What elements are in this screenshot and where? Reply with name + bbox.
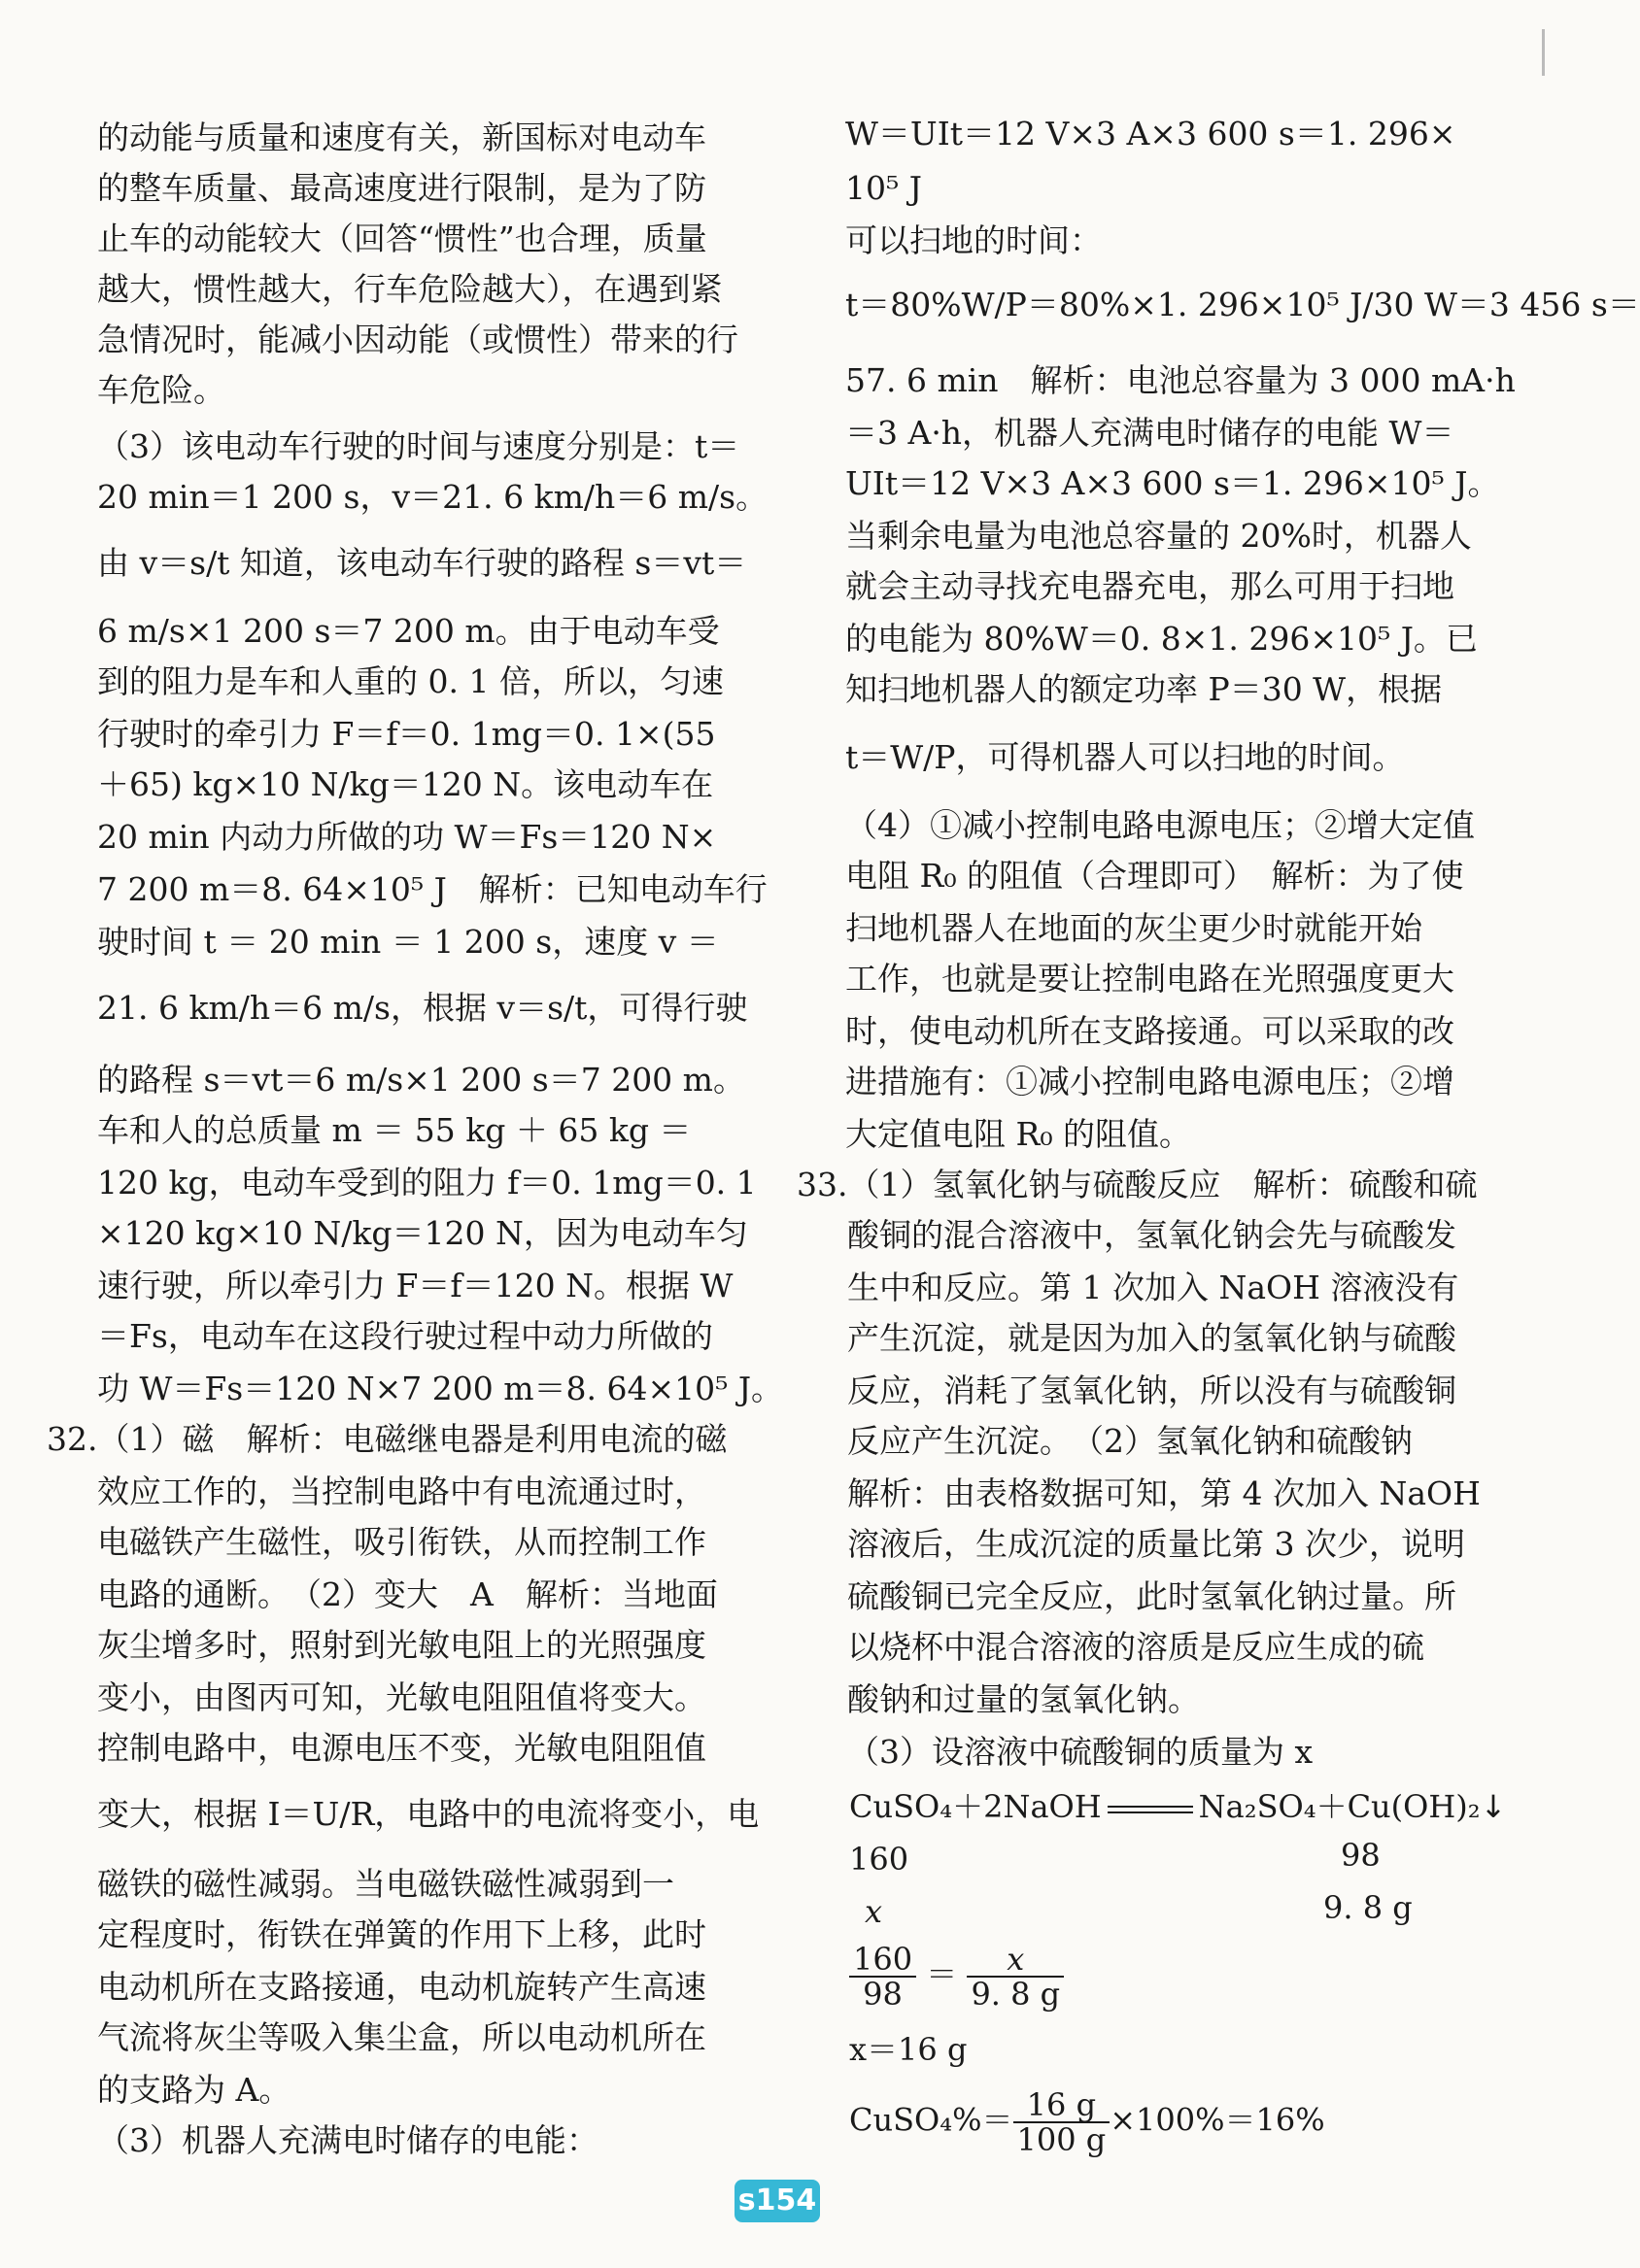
text-line: 到的阻力是车和人重的 0. 1 倍，所以，匀速 (97, 662, 724, 700)
text-line: 产生沉淀，就是因为加入的氢氧化钠与硫酸 (847, 1319, 1456, 1357)
fraction: $\frac{x}{9. 8 g}$ (967, 1943, 1064, 2011)
text-line: 行驶时的牵引力 F＝f＝0. 1mg＝0. 1×(55 (97, 715, 716, 753)
chemical-equation (849, 1787, 1506, 1826)
text-line: 7 200 m＝8. 64×10⁵ J 解析：已知电动车行 (97, 870, 768, 908)
text-line: 扫地机器人在地面的灰尘更少时就能开始 (845, 909, 1422, 947)
text-line: 电磁铁产生磁性，吸引衔铁，从而控制工作 (97, 1523, 706, 1561)
result-x: x＝16 g (849, 2031, 968, 2068)
text-line: 以烧杯中混合溶液的溶质是反应生成的硫 (847, 1628, 1424, 1666)
text-line: 由 v＝s/t 知道，该电动车行驶的路程 s＝vt＝ (97, 544, 747, 582)
ratio-equation: $\frac{160}{98}$ ＝ $\frac{x}{9. 8 g}$ (849, 1943, 1064, 2020)
text-line: （3）该电动车行驶的时间与速度分别是：t＝ (97, 427, 740, 465)
text-line: 解析：由表格数据可知，第 4 次加入 NaOH (847, 1474, 1481, 1512)
text-line: 当剩余电量为电池总容量的 20%时，机器人 (845, 517, 1472, 555)
text-line: t＝W/P，可得机器人可以扫地的时间。 (845, 738, 1405, 776)
text-line: 知扫地机器人的额定功率 P＝30 W，根据 (845, 670, 1443, 708)
text-line: 时，使电动机所在支路接通。可以采取的改 (845, 1012, 1454, 1050)
text-line: 电阻 R₀ 的阻值（合理即可） 解析：为了使 (845, 857, 1464, 895)
text-line: 20 min＝1 200 s，v＝21. 6 km/h＝6 m/s。 (97, 478, 769, 516)
text-line: 灰尘增多时，照射到光敏电阻上的光照强度 (97, 1626, 706, 1664)
text-line: 20 min 内动力所做的功 W＝Fs＝120 N× (97, 818, 717, 856)
text-line: 120 kg，电动车受到的阻力 f＝0. 1mg＝0. 1 (97, 1164, 757, 1202)
molar-mass-1: 160 (849, 1841, 909, 1878)
text-line: ＝3 A·h，机器人充满电时储存的电能 W＝ (845, 414, 1454, 452)
text-line: 急情况时，能减小因动能（或惯性）带来的行 (97, 321, 738, 358)
equation-equals-bar (1108, 1806, 1193, 1813)
text-line: 的电能为 80%W＝0. 8×1. 296×10⁵ J。已 (845, 620, 1478, 658)
text-line: 变大，根据 I＝U/R，电路中的电流将变小，电 (97, 1795, 760, 1833)
text-line: 大定值电阻 R₀ 的阻值。 (845, 1115, 1192, 1153)
text-line: 车和人的总质量 m ＝ 55 kg ＋ 65 kg ＝ (97, 1111, 692, 1149)
text-line: 气流将灰尘等吸入集尘盒，所以电动机所在 (97, 2018, 706, 2056)
molar-mass-2: 98 (1341, 1837, 1381, 1874)
text-line: 进措施有：①减小控制电路电源电压；②增 (845, 1063, 1454, 1100)
fraction: $\frac{160}{98}$ (849, 1943, 916, 2011)
text-line: 的动能与质量和速度有关，新国标对电动车 (97, 118, 706, 156)
text-line: 的路程 s＝vt＝6 m/s×1 200 s＝7 200 m。 (97, 1061, 745, 1099)
percentage-equation: CuSO₄%＝ $\frac{16 g}{100 g}$ ×100%＝16% (849, 2086, 1325, 2158)
text-line: 功 W＝Fs＝120 N×7 200 m＝8. 64×10⁵ J。 (97, 1370, 784, 1407)
text-line: 的支路为 A。 (97, 2071, 291, 2109)
text-line: 磁铁的磁性减弱。当电磁铁磁性减弱到一 (97, 1865, 674, 1903)
text-line: 反应，消耗了氢氧化钠，所以没有与硫酸铜 (847, 1371, 1456, 1409)
text-line: （4）①减小控制电路电源电压；②增大定值 (845, 806, 1475, 844)
text-line: ＝Fs，电动车在这段行驶过程中动力所做的 (97, 1317, 713, 1355)
text-line: 效应工作的，当控制电路中有电流通过时， (97, 1473, 706, 1510)
text-line: 变小，由图丙可知，光敏电阻阻值将变大。 (97, 1678, 706, 1716)
fraction: $\frac{16 g}{100 g}$ (1013, 2088, 1110, 2156)
text-line: 定程度时，衔铁在弹簧的作用下上移，此时 (97, 1915, 706, 1953)
text-line: W＝UIt＝12 V×3 A×3 600 s＝1. 296× (845, 115, 1456, 152)
question-32-line: 32.（1）磁 解析：电磁继电器是利用电流的磁 (47, 1420, 728, 1458)
question-33-line: 33.（1）氢氧化钠与硫酸反应 解析：硫酸和硫 (797, 1166, 1478, 1203)
text-line: 酸铜的混合溶液中，氢氧化钠会先与硫酸发 (847, 1216, 1456, 1254)
text-line: 工作，也就是要让控制电路在光照强度更大 (845, 960, 1454, 998)
text-line: 速行驶，所以牵引力 F＝f＝120 N。根据 W (97, 1267, 734, 1304)
page-number: s154 (735, 2180, 820, 2222)
text-line: 越大，惯性越大，行车危险越大），在遇到紧 (97, 270, 723, 308)
text-line: 就会主动寻找充电器充电，那么可用于扫地 (845, 567, 1454, 605)
text-line: 酸钠和过量的氢氧化钠。 (847, 1680, 1200, 1718)
precipitate-arrow: ↓ (1480, 1788, 1507, 1825)
text-line: ×120 kg×10 N/kg＝120 N，因为电动车匀 (97, 1214, 748, 1252)
text-line: 溶液后，生成沉淀的质量比第 3 次少，说明 (847, 1525, 1465, 1563)
text-line: 可以扫地的时间： (845, 221, 1102, 259)
text-line: 21. 6 km/h＝6 m/s，根据 v＝s/t，可得行驶 (97, 989, 748, 1027)
text-line: 生中和反应。第 1 次加入 NaOH 溶液没有 (847, 1269, 1459, 1306)
text-line: 57. 6 min 解析：电池总容量为 3 000 mA·h (845, 361, 1516, 399)
text-line: （3）机器人充满电时储存的电能： (97, 2121, 598, 2159)
text-line: 车危险。 (97, 371, 225, 409)
page-edge-mark (1542, 29, 1545, 76)
text-line: t＝80%W/P＝80%×1. 296×10⁵ J/30 W＝3 456 s＝ (845, 286, 1640, 323)
text-line: 硫酸铜已完全反应，此时氢氧化钠过量。所 (847, 1577, 1456, 1615)
text-line: 止车的动能较大（回答“惯性”也合理，质量 (97, 220, 707, 257)
text-line: ＋65) kg×10 N/kg＝120 N。该电动车在 (97, 765, 714, 803)
text-line: 控制电路中，电源电压不变，光敏电阻阻值 (97, 1729, 706, 1767)
text-line: 10⁵ J (845, 169, 922, 207)
unknown-x: x (865, 1893, 883, 1930)
text-line: 电路的通断。 （2）变大 A 解析：当地面 (97, 1575, 718, 1613)
text-line: 的整车质量、最高速度进行限制，是为了防 (97, 169, 706, 207)
text-line: （3）设溶液中硫酸铜的质量为 x (847, 1733, 1314, 1771)
text-line: 反应产生沉淀。 （2）氢氧化钠和硫酸钠 (847, 1422, 1413, 1460)
equation-reactants: CuSO₄＋2NaOH (849, 1788, 1102, 1825)
known-mass: 9. 8 g (1323, 1889, 1413, 1926)
text-line: UIt＝12 V×3 A×3 600 s＝1. 296×10⁵ J。 (845, 464, 1500, 502)
text-line: 电动机所在支路接通，电动机旋转产生高速 (97, 1968, 706, 2006)
text-line: 驶时间 t ＝ 20 min ＝ 1 200 s，速度 v ＝ (97, 923, 719, 961)
text-line: 6 m/s×1 200 s＝7 200 m。由于电动车受 (97, 612, 720, 650)
equation-products: Na₂SO₄＋Cu(OH)₂ (1198, 1788, 1481, 1825)
